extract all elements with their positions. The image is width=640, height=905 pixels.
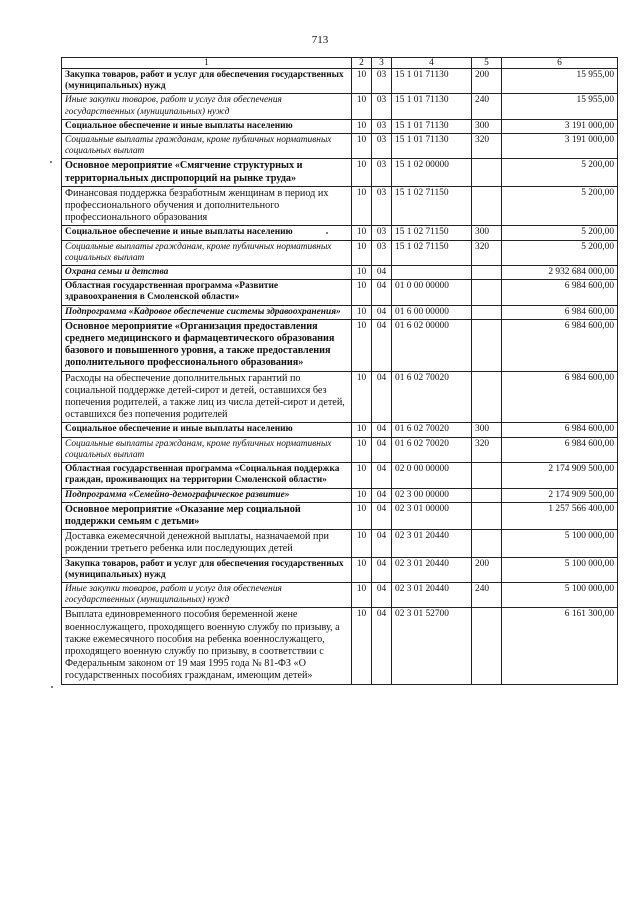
row-expense-type-cell xyxy=(472,502,502,529)
row-section-cell: 10 xyxy=(352,280,372,305)
row-target-code-cell: 01 6 02 00000 xyxy=(392,319,472,371)
table-row xyxy=(62,134,618,159)
table-row xyxy=(62,119,618,133)
row-amount-cell: 15 955,00 xyxy=(502,94,618,119)
row-section-cell: 10 xyxy=(352,608,372,684)
row-name-cell: Финансовая поддержка безработным женщинам в период их профессионального обучения и дополнительного профессионального образования xyxy=(62,186,352,226)
table-row xyxy=(62,69,618,94)
row-expense-type-cell xyxy=(472,608,502,684)
row-subsection-cell: 04 xyxy=(372,582,392,607)
row-amount-cell: 5 200,00 xyxy=(502,226,618,240)
table-row xyxy=(62,488,618,502)
row-subsection-cell: 03 xyxy=(372,159,392,186)
row-target-code-cell: 01 0 00 00000 xyxy=(392,280,472,305)
row-expense-type-cell: 200 xyxy=(472,69,502,94)
row-target-code-cell: 01 6 02 70020 xyxy=(392,371,472,423)
header-cell: 5 xyxy=(472,58,502,69)
table-row xyxy=(62,582,618,607)
budget-table xyxy=(61,57,618,685)
row-expense-type-cell xyxy=(472,159,502,186)
row-section-cell: 10 xyxy=(352,371,372,423)
row-section-cell: 10 xyxy=(352,423,372,437)
row-name-cell: Областная государственная программа «Социальная поддержка граждан, проживающих на территории Смоленской области» xyxy=(62,463,352,488)
row-expense-type-cell: 200 xyxy=(472,557,502,582)
row-name-cell: Социальные выплаты гражданам, кроме публичных нормативных социальных выплат xyxy=(62,437,352,462)
row-section-cell: 10 xyxy=(352,119,372,133)
header-cell: 6 xyxy=(502,58,618,69)
row-amount-cell: 3 191 000,00 xyxy=(502,134,618,159)
row-name-cell: Основное мероприятие «Организация предоставления среднего медицинского и фармацевтического образования базового и повышенного уровня, а также предоставления дополнительного профессионального образования» xyxy=(62,319,352,371)
row-amount-cell: 15 955,00 xyxy=(502,69,618,94)
table-row xyxy=(62,437,618,462)
row-target-code-cell: 02 3 01 20440 xyxy=(392,582,472,607)
row-target-code-cell: 15 1 01 71130 xyxy=(392,134,472,159)
row-subsection-cell: 04 xyxy=(372,437,392,462)
row-amount-cell: 5 100 000,00 xyxy=(502,557,618,582)
row-name-cell: Закупка товаров, работ и услуг для обеспечения государственных (муниципальных) нужд xyxy=(62,69,352,94)
table-row xyxy=(62,502,618,529)
row-amount-cell: 5 200,00 xyxy=(502,240,618,265)
row-subsection-cell: 04 xyxy=(372,280,392,305)
row-section-cell: 10 xyxy=(352,530,372,557)
row-section-cell: 10 xyxy=(352,69,372,94)
row-target-code-cell: 01 6 02 70020 xyxy=(392,437,472,462)
row-amount-cell: 6 984 600,00 xyxy=(502,305,618,319)
row-target-code-cell: 15 1 02 71150 xyxy=(392,240,472,265)
table-row xyxy=(62,305,618,319)
table-row xyxy=(62,608,618,684)
table-row xyxy=(62,240,618,265)
row-name-cell: Подпрограмма «Кадровое обеспечение системы здравоохранения» xyxy=(62,305,352,319)
row-target-code-cell: 02 3 01 00000 xyxy=(392,502,472,529)
row-name-cell: Закупка товаров, работ и услуг для обеспечения государственных (муниципальных) нужд xyxy=(62,557,352,582)
row-amount-cell: 2 174 909 500,00 xyxy=(502,463,618,488)
row-subsection-cell: 04 xyxy=(372,463,392,488)
row-subsection-cell: 03 xyxy=(372,226,392,240)
table-row xyxy=(62,557,618,582)
row-name-cell: Основное мероприятие «Смягчение структурных и территориальных диспропорций на рынке труда» xyxy=(62,159,352,186)
row-expense-type-cell xyxy=(472,280,502,305)
row-expense-type-cell: 240 xyxy=(472,94,502,119)
row-expense-type-cell xyxy=(472,266,502,280)
row-expense-type-cell: 240 xyxy=(472,582,502,607)
row-section-cell: 10 xyxy=(352,186,372,226)
row-expense-type-cell: 300 xyxy=(472,226,502,240)
row-section-cell: 10 xyxy=(352,226,372,240)
row-subsection-cell: 03 xyxy=(372,240,392,265)
header-cell: 3 xyxy=(372,58,392,69)
table-row xyxy=(62,463,618,488)
page-number: 713 xyxy=(311,34,329,46)
row-subsection-cell: 04 xyxy=(372,608,392,684)
row-expense-type-cell: 300 xyxy=(472,119,502,133)
table-row xyxy=(62,226,618,240)
row-section-cell: 10 xyxy=(352,134,372,159)
row-amount-cell: 3 191 000,00 xyxy=(502,119,618,133)
row-expense-type-cell xyxy=(472,305,502,319)
row-subsection-cell: 04 xyxy=(372,266,392,280)
row-section-cell: 10 xyxy=(352,437,372,462)
row-amount-cell: 5 200,00 xyxy=(502,186,618,226)
row-subsection-cell: 04 xyxy=(372,530,392,557)
row-subsection-cell: 03 xyxy=(372,119,392,133)
row-section-cell: 10 xyxy=(352,159,372,186)
row-section-cell: 10 xyxy=(352,305,372,319)
table-row xyxy=(62,280,618,305)
row-amount-cell: 5 100 000,00 xyxy=(502,582,618,607)
row-section-cell: 10 xyxy=(352,319,372,371)
row-amount-cell: 2 932 684 000,00 xyxy=(502,266,618,280)
table-row xyxy=(62,186,618,226)
row-name-cell: Иные закупки товаров, работ и услуг для обеспечения государственных (муниципальных) нужд xyxy=(62,94,352,119)
row-amount-cell: 6 984 600,00 xyxy=(502,423,618,437)
row-name-cell: Социальное обеспечение и иные выплаты населению xyxy=(62,226,352,240)
row-amount-cell: 6 984 600,00 xyxy=(502,280,618,305)
row-section-cell: 10 xyxy=(352,94,372,119)
scan-speck xyxy=(51,686,53,688)
row-name-cell: Иные закупки товаров, работ и услуг для обеспечения государственных (муниципальных) нужд xyxy=(62,582,352,607)
row-section-cell: 10 xyxy=(352,240,372,265)
table-row xyxy=(62,530,618,557)
row-name-cell: Социальные выплаты гражданам, кроме публичных нормативных социальных выплат xyxy=(62,134,352,159)
table-row xyxy=(62,371,618,423)
row-name-cell: Основное мероприятие «Оказание мер социальной поддержки семьям с детьми» xyxy=(62,502,352,529)
row-section-cell: 10 xyxy=(352,557,372,582)
row-amount-cell: 6 161 300,00 xyxy=(502,608,618,684)
row-expense-type-cell: 320 xyxy=(472,134,502,159)
row-subsection-cell: 04 xyxy=(372,319,392,371)
row-name-cell: Расходы на обеспечение дополнительных гарантий по социальной поддержке детей-сирот и детей, оставшихся без попечения родителей, а также лиц из числа детей-сирот и детей, оставшихся без попечения родителей xyxy=(62,371,352,423)
row-name-cell: Охрана семьи и детства xyxy=(62,266,352,280)
row-target-code-cell: 02 3 01 20440 xyxy=(392,530,472,557)
row-target-code-cell: 01 6 00 00000 xyxy=(392,305,472,319)
row-amount-cell: 2 174 909 500,00 xyxy=(502,488,618,502)
row-expense-type-cell: 320 xyxy=(472,437,502,462)
row-target-code-cell: 01 6 02 70020 xyxy=(392,423,472,437)
row-name-cell: Областная государственная программа «Развитие здравоохранения в Смоленской области» xyxy=(62,280,352,305)
row-amount-cell: 5 200,00 xyxy=(502,159,618,186)
row-amount-cell: 6 984 600,00 xyxy=(502,371,618,423)
row-target-code-cell: 15 1 01 71130 xyxy=(392,69,472,94)
row-section-cell: 10 xyxy=(352,463,372,488)
row-expense-type-cell xyxy=(472,530,502,557)
row-section-cell: 10 xyxy=(352,488,372,502)
row-target-code-cell: 02 3 00 00000 xyxy=(392,488,472,502)
row-target-code-cell: 02 3 01 52700 xyxy=(392,608,472,684)
row-expense-type-cell: 300 xyxy=(472,423,502,437)
row-expense-type-cell xyxy=(472,186,502,226)
header-cell: 2 xyxy=(352,58,372,69)
row-amount-cell: 6 984 600,00 xyxy=(502,319,618,371)
row-target-code-cell: 15 1 02 71150 xyxy=(392,226,472,240)
row-expense-type-cell xyxy=(472,488,502,502)
table-row xyxy=(62,423,618,437)
row-target-code-cell: 02 3 01 20440 xyxy=(392,557,472,582)
scan-speck xyxy=(50,161,52,163)
row-subsection-cell: 04 xyxy=(372,502,392,529)
row-amount-cell: 5 100 000,00 xyxy=(502,530,618,557)
row-target-code-cell: 15 1 02 00000 xyxy=(392,159,472,186)
row-section-cell: 10 xyxy=(352,266,372,280)
row-section-cell: 10 xyxy=(352,582,372,607)
row-section-cell: 10 xyxy=(352,502,372,529)
row-target-code-cell: 15 1 01 71130 xyxy=(392,119,472,133)
header-row xyxy=(62,58,618,69)
row-subsection-cell: 04 xyxy=(372,557,392,582)
row-subsection-cell: 04 xyxy=(372,371,392,423)
table-row xyxy=(62,94,618,119)
table-row xyxy=(62,319,618,371)
row-subsection-cell: 03 xyxy=(372,69,392,94)
row-name-cell: Социальное обеспечение и иные выплаты населению xyxy=(62,119,352,133)
row-subsection-cell: 03 xyxy=(372,186,392,226)
scan-speck xyxy=(326,232,328,234)
row-name-cell: Подпрограмма «Семейно-демографическое развитие» xyxy=(62,488,352,502)
row-subsection-cell: 03 xyxy=(372,94,392,119)
row-expense-type-cell: 320 xyxy=(472,240,502,265)
row-name-cell: Социальное обеспечение и иные выплаты населению xyxy=(62,423,352,437)
row-amount-cell: 1 257 566 400,00 xyxy=(502,502,618,529)
row-expense-type-cell xyxy=(472,319,502,371)
row-subsection-cell: 03 xyxy=(372,134,392,159)
row-subsection-cell: 04 xyxy=(372,488,392,502)
row-expense-type-cell xyxy=(472,463,502,488)
row-target-code-cell xyxy=(392,266,472,280)
row-subsection-cell: 04 xyxy=(372,423,392,437)
row-name-cell: Выплата единовременного пособия беременной жене военнослужащего, проходящего военную службу по призыву, а также ежемесячного пособия на ребенка военнослужащего, проходящего военную службу по призыву, в соответствии с Федеральным законом от 19 мая 1995 года № 81-ФЗ «О государственных пособиях гражданам, имеющим детей» xyxy=(62,608,352,684)
row-amount-cell: 6 984 600,00 xyxy=(502,437,618,462)
header-cell: 4 xyxy=(392,58,472,69)
table-row xyxy=(62,159,618,186)
row-name-cell: Социальные выплаты гражданам, кроме публичных нормативных социальных выплат xyxy=(62,240,352,265)
table-row xyxy=(62,266,618,280)
row-subsection-cell: 04 xyxy=(372,305,392,319)
row-expense-type-cell xyxy=(472,371,502,423)
row-target-code-cell: 02 0 00 00000 xyxy=(392,463,472,488)
row-name-cell: Доставка ежемесячной денежной выплаты, назначаемой при рождении третьего ребенка или последующих детей xyxy=(62,530,352,557)
row-target-code-cell: 15 1 01 71130 xyxy=(392,94,472,119)
row-target-code-cell: 15 1 02 71150 xyxy=(392,186,472,226)
header-cell: 1 xyxy=(62,58,352,69)
